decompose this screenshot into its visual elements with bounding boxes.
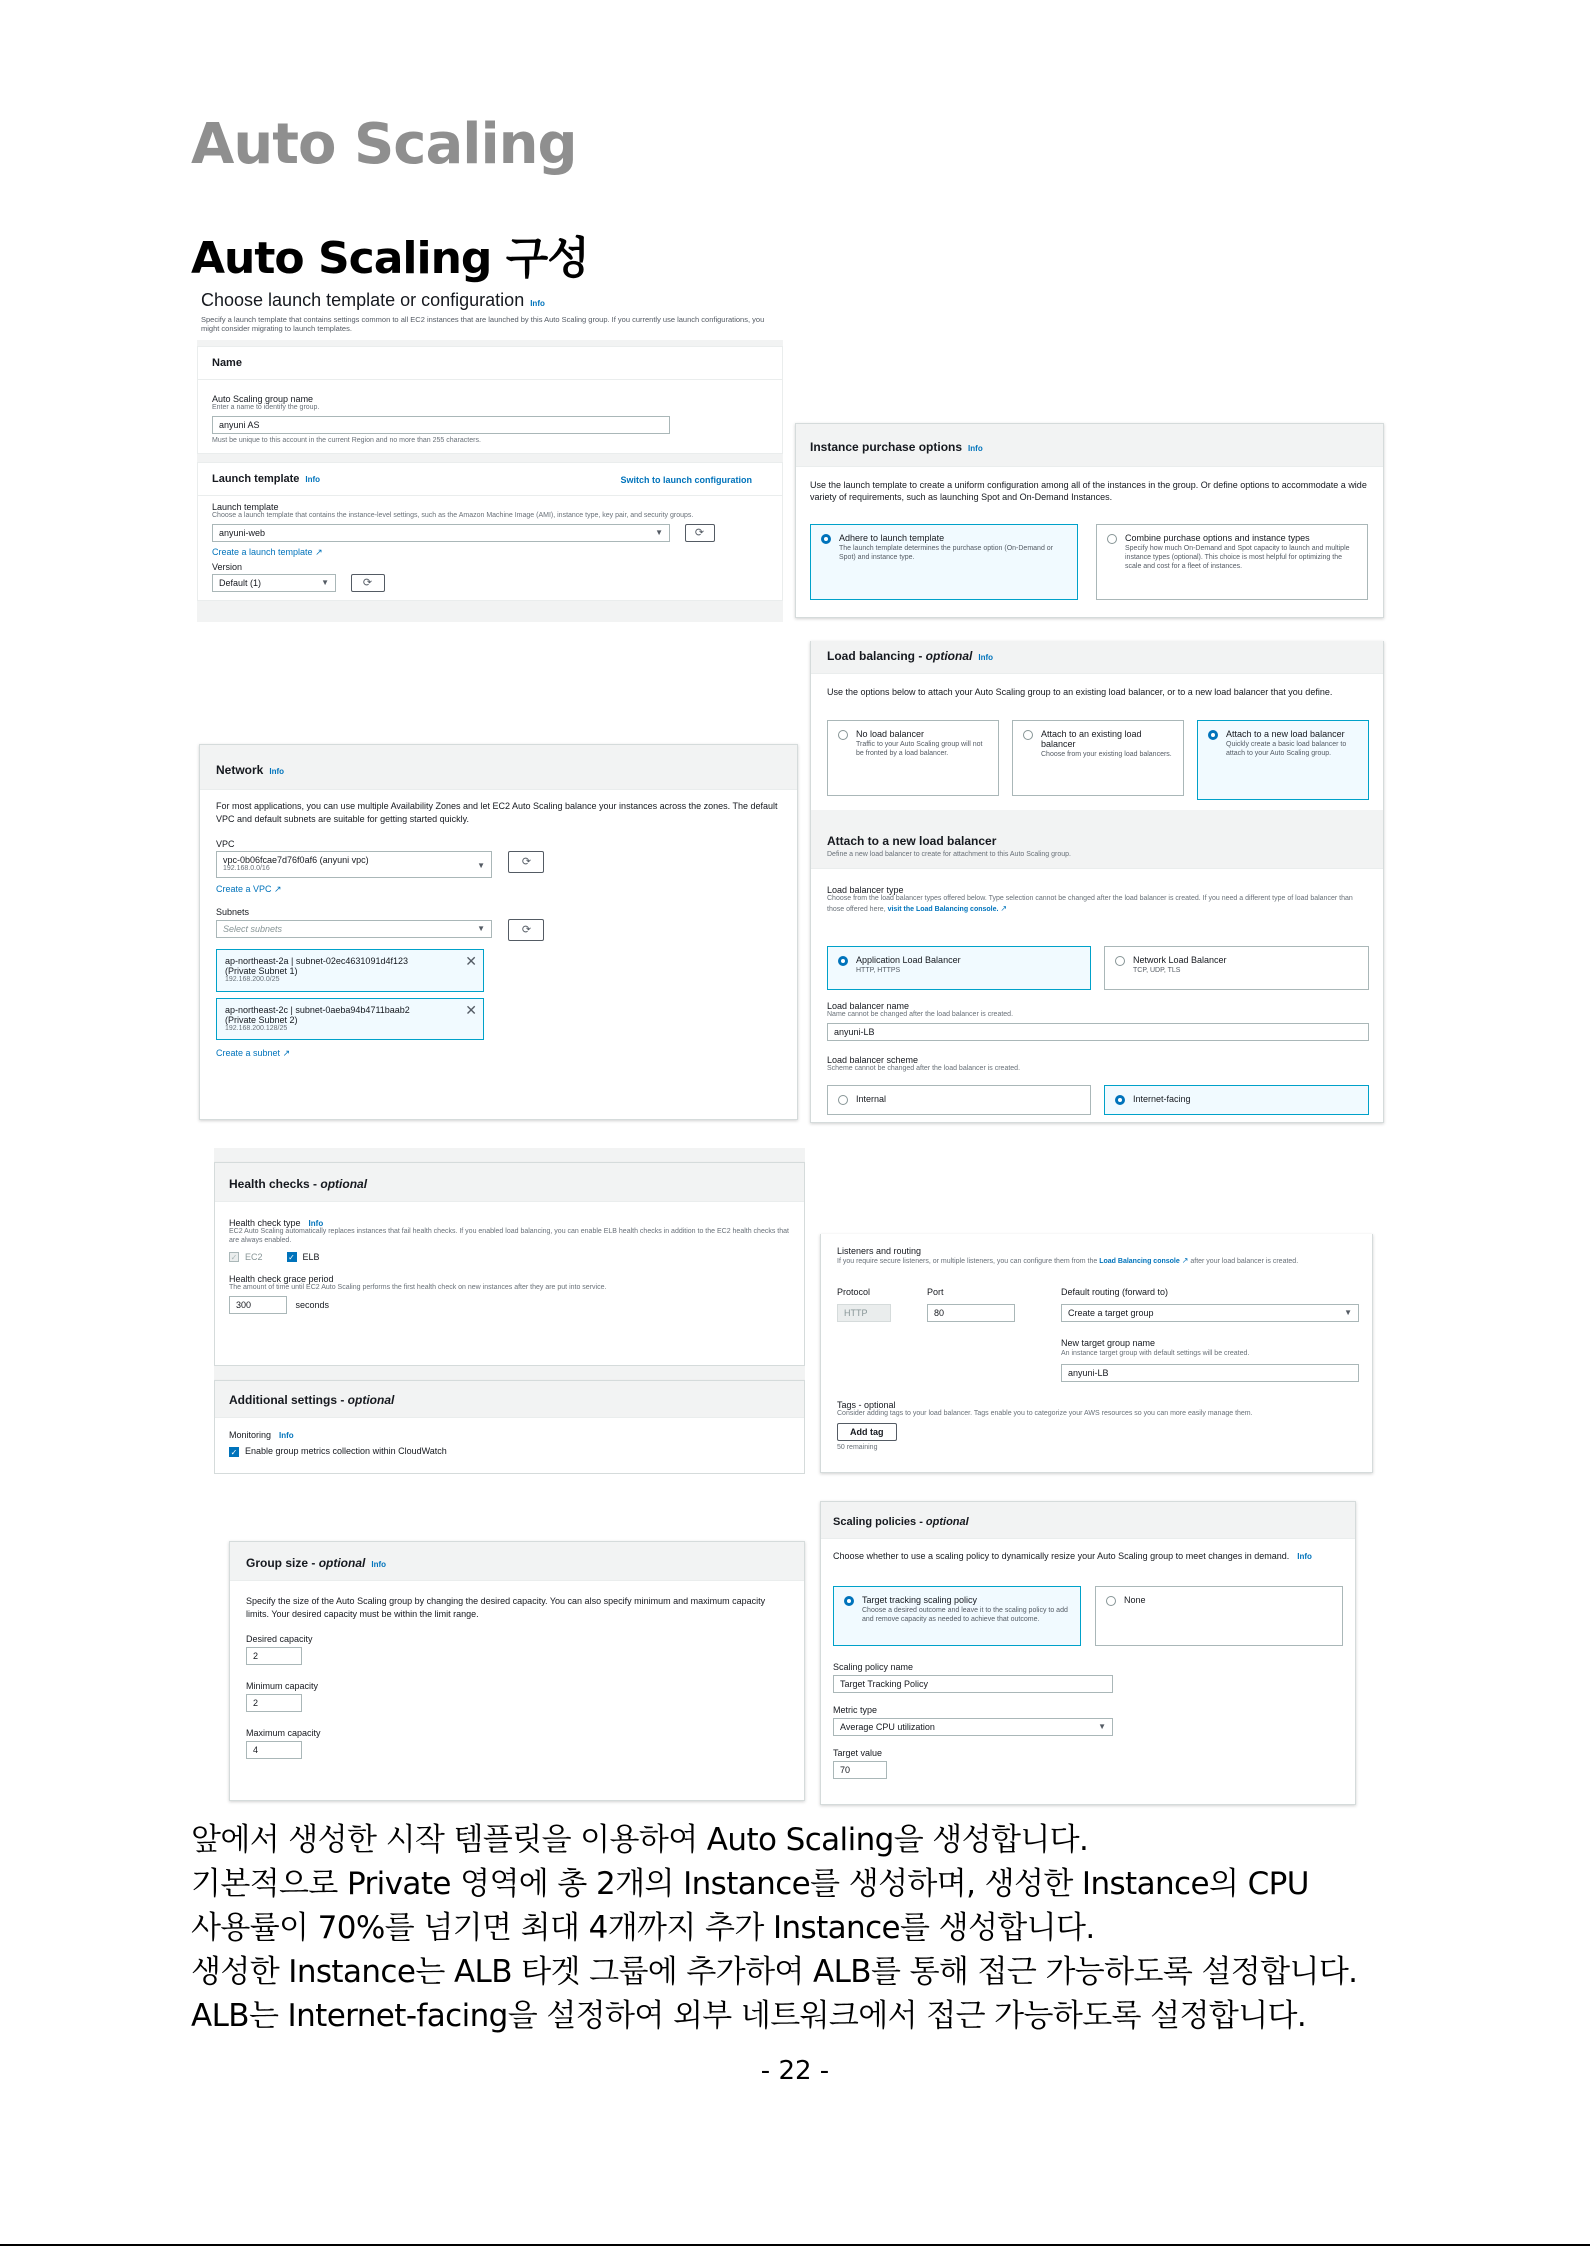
lb-console-link[interactable]: Load Balancing console (1099, 1258, 1180, 1265)
create-launch-template-link[interactable]: Create a launch template (212, 547, 313, 557)
network-panel (199, 744, 798, 1120)
paragraph-line: 앞에서 생성한 시작 템플릿을 이용하여 Auto Scaling을 생성합니다. (191, 1822, 1089, 1858)
external-link-icon: ↗ (282, 1048, 291, 1059)
option-title: Internet-facing (1133, 1094, 1191, 1104)
tags-label: Tags - optional (837, 1400, 896, 1410)
subnet-name: (Private Subnet 1) (225, 965, 298, 976)
routing-label: Default routing (forward to) (1061, 1287, 1169, 1297)
desired-label: Desired capacity (246, 1634, 313, 1645)
option-desc: TCP, UDP, TLS (1133, 967, 1181, 974)
group-title-optional: optional (318, 1556, 366, 1570)
version-label: Version (212, 562, 243, 572)
option-title: None (1124, 1595, 1146, 1605)
subnet-cidr: 192.168.200.128/25 (225, 1024, 288, 1032)
option-title: Application Load Balancer (856, 955, 961, 965)
combine-options-option[interactable] (1096, 524, 1368, 600)
additional-title-optional: optional (347, 1393, 395, 1407)
scaling-title-optional: optional (925, 1516, 969, 1528)
subnets-select[interactable]: Select subnets ▼ (216, 920, 492, 938)
radio-selected[interactable] (821, 534, 831, 544)
lb-console-link[interactable]: visit the Load Balancing console. (887, 905, 999, 913)
close-icon[interactable]: ✕ (465, 1001, 477, 1018)
subnet-id: ap-northeast-2c | subnet-0aeba94b4711baab2 (225, 1004, 410, 1015)
policy-name-input[interactable]: Target Tracking Policy (833, 1675, 1113, 1693)
vpc-select[interactable] (216, 851, 492, 878)
option-title: Target tracking scaling policy (862, 1595, 978, 1605)
vpc-cidr: 192.168.0.0/16 (223, 865, 270, 873)
radio-selected[interactable] (844, 1596, 854, 1606)
option-desc: Choose a desired outcome and leave it to the scaling policy to add and remove capacity as needed to achieve that outcome. (862, 1607, 1068, 1623)
metrics-checkbox[interactable]: ✓ (230, 1447, 238, 1457)
option-desc: HTTP, HTTPS (856, 967, 901, 974)
radio-unselected[interactable] (838, 730, 848, 740)
info-link[interactable]: Info (308, 1219, 324, 1228)
asg-name-input[interactable]: anyuni AS (212, 416, 670, 434)
group-size-panel (229, 1541, 805, 1801)
lb-title: Load balancing - (827, 649, 926, 663)
lb-name-input[interactable]: anyuni-LB (827, 1023, 1369, 1041)
new-lb-title: Attach to a new load balancer (827, 834, 997, 848)
option-title: Network Load Balancer (1133, 955, 1227, 965)
info-link[interactable]: Info (530, 299, 545, 308)
info-link[interactable]: Info (305, 475, 321, 485)
existing-lb-option[interactable] (1012, 720, 1184, 796)
grace-label: Health check grace period (229, 1274, 334, 1285)
launch-template-panel (197, 286, 783, 622)
health-title-optional: optional (320, 1177, 368, 1191)
subnet-token (216, 949, 484, 992)
purchase-options-panel (795, 423, 1384, 618)
radio-selected[interactable] (1115, 1095, 1125, 1105)
paragraph-line: 사용률이 70%를 넘기면 최대 4개까지 추가 Instance를 생성합니다. (191, 1910, 1095, 1946)
create-vpc-link[interactable]: Create a VPC (216, 883, 272, 894)
monitoring-label: Monitoring (229, 1430, 272, 1440)
info-link[interactable]: Info (371, 1560, 387, 1569)
radio-selected[interactable] (838, 956, 848, 966)
max-capacity-input[interactable]: 4 (246, 1741, 302, 1759)
paragraph-line: 생성한 Instance는 ALB 타겟 그룹에 추가하여 ALB를 통해 접근 가능하도록 설정합니다. (191, 1954, 1358, 1990)
min-label: Minimum capacity (246, 1681, 319, 1692)
nlb-option[interactable] (1104, 946, 1369, 990)
refresh-button[interactable]: ⟳ (508, 919, 544, 941)
chevron-down-icon: ▼ (477, 861, 485, 871)
metric-type-label: Metric type (833, 1705, 878, 1715)
network-title: Network (216, 763, 264, 777)
vpc-label: VPC (216, 839, 235, 850)
adhere-template-option[interactable] (810, 524, 1078, 600)
additional-title: Additional settings - (229, 1393, 348, 1407)
lb-type-hint: Choose from the load balancer types offered below. Type selection cannot be changed after the load balancer is created. If you need a different type of load balancer than those offered here, (827, 894, 1353, 913)
max-label: Maximum capacity (246, 1728, 321, 1739)
option-title: Combine purchase options and instance types (1125, 533, 1310, 543)
subnets-label: Subnets (216, 906, 250, 917)
info-link[interactable]: Info (978, 653, 994, 662)
routing-select[interactable]: Create a target group ▼ (1061, 1304, 1359, 1322)
radio-unselected[interactable] (1107, 534, 1117, 544)
tags-hint: Consider adding tags to your load balancer. Tags enable you to categorize your AWS resources so you can more easily manage them. (837, 1410, 1253, 1417)
info-link[interactable]: Info (279, 1431, 294, 1440)
refresh-button[interactable]: ⟳ (685, 524, 715, 542)
launch-desc: Specify a launch template that contains settings common to all EC2 instances that are launched by this Auto Scaling group. If you currently use launch configurations, you might consider migrating to launch templates. (201, 315, 765, 334)
lt-label: Launch template (212, 502, 279, 513)
external-link-icon: ↗ (274, 883, 282, 894)
option-title: Attach to an existing load balancer (1041, 729, 1142, 749)
lb-desc: Use the options below to attach your Auto Scaling group to an existing load balancer, or to a new load balancer that you define. (827, 687, 1333, 697)
section-heading: Auto Scaling 구성 (191, 233, 589, 284)
none-option[interactable] (1095, 1586, 1343, 1646)
grace-unit: seconds (295, 1299, 330, 1310)
scaling-desc: Choose whether to use a scaling policy to dynamically resize your Auto Scaling group to meet changes in demand. (833, 1551, 1290, 1561)
policy-name-label: Scaling policy name (833, 1662, 914, 1672)
lb-scheme-hint: Scheme cannot be changed after the load balancer is created. (827, 1064, 1021, 1072)
target-group-input[interactable]: anyuni-LB (1061, 1364, 1359, 1382)
internet-facing-option[interactable] (1104, 1085, 1369, 1115)
option-desc: Specify how much On-Demand and Spot capacity to launch and multiple instance types (optional). This choice is most helpful for optimizing the scale and cost for a fleet of instances. (1125, 545, 1350, 570)
refresh-button[interactable]: ⟳ (508, 851, 544, 873)
lb-title-optional: optional (925, 649, 973, 663)
lt-header: Launch template (212, 473, 300, 486)
purchase-title: Instance purchase options (810, 440, 963, 454)
elb-label: ELB (302, 1251, 320, 1262)
radio-unselected[interactable] (1023, 730, 1033, 740)
option-desc: The launch template determines the purchase option (On-Demand or Spot) and instance type. (839, 545, 1054, 561)
new-lb-desc: Define a new load balancer to create for attachment to this Auto Scaling group. (827, 851, 1071, 858)
lb-name-label: Load balancer name (827, 1001, 910, 1011)
description-paragraph (191, 1818, 1357, 2038)
min-capacity-input[interactable]: 2 (246, 1694, 302, 1712)
listeners-hint-tail: after your load balancer is created. (1188, 1258, 1299, 1265)
launch-template-select[interactable]: anyuni-web ▼ (212, 524, 670, 542)
scaling-policies-panel (820, 1501, 1356, 1805)
listeners-panel (820, 1234, 1373, 1473)
asg-name-hint: Enter a name to identify the group. (212, 403, 320, 411)
switch-launch-config-link[interactable]: Switch to launch configuration (620, 475, 752, 486)
subnet-token (216, 998, 484, 1041)
lb-scheme-label: Load balancer scheme (827, 1054, 919, 1065)
listeners-label: Listeners and routing (837, 1246, 922, 1256)
option-desc: Quickly create a basic load balancer to attach to your Auto Scaling group. (1226, 741, 1347, 757)
name-header: Name (198, 347, 782, 380)
vpc-value: vpc-0b06fcae7d76f0af6 (anyuni vpc) (223, 855, 369, 866)
page-title: Auto Scaling (191, 112, 577, 177)
subnet-id: ap-northeast-2a | subnet-02ec4631091d4f123 (225, 955, 408, 966)
page-number: - 22 - (760, 2056, 830, 2086)
lb-type-label: Load balancer type (827, 884, 904, 895)
radio-unselected[interactable] (1115, 956, 1125, 966)
paragraph-line: ALB는 Internet-facing을 설정하여 외부 네트워크에서 접근 가능하도록 설정합니다. (191, 1998, 1307, 2034)
subnet-cidr: 192.168.200.0/25 (225, 975, 280, 983)
internal-option[interactable] (827, 1085, 1091, 1115)
radio-unselected[interactable] (838, 1095, 848, 1105)
target-group-hint: An instance target group with default settings will be created. (1061, 1350, 1250, 1357)
group-desc: Specify the size of the Auto Scaling group by changing the desired capacity. You can also specify minimum and maximum capacity limits. Your desired capacity must be within the limit range. (246, 1596, 766, 1619)
lt-hint: Choose a launch template that contains the instance-level settings, such as the Amazon Machine Image (AMI), instance type, key pair, and security groups. (212, 512, 694, 520)
port-label: Port (927, 1287, 944, 1297)
asg-name-note: Must be unique to this account in the current Region and no more than 255 characters. (212, 436, 481, 444)
option-desc: Traffic to your Auto Scaling group will not be fronted by a load balancer. (856, 741, 983, 757)
purchase-desc: Use the launch template to create a uniform configuration among all of the instances in the group. Or define options to accommodate a wide variety of requirements, such as launching Spot and On-Demand Instances. (810, 480, 1367, 503)
info-link[interactable]: Info (269, 767, 285, 776)
paragraph-line: 기본적으로 Private 영역에 총 2개의 Instance를 생성하며, 생성한 Instance의 CPU (191, 1866, 1309, 1902)
external-link-icon: ↗ (1181, 1256, 1189, 1265)
new-lb-option[interactable] (1197, 720, 1369, 800)
external-link-icon: ↗ (1000, 903, 1008, 913)
version-select[interactable]: Default (1) ▼ (212, 574, 336, 592)
option-title: Attach to a new load balancer (1226, 729, 1345, 739)
launch-title: Choose launch template or configuration (201, 290, 525, 310)
option-desc: Choose from your existing load balancers. (1041, 751, 1172, 758)
no-lb-option[interactable] (827, 720, 999, 796)
target-value-label: Target value (833, 1748, 883, 1758)
alb-option[interactable] (827, 946, 1091, 990)
health-type-label: Health check type (229, 1218, 301, 1228)
listeners-hint: If you require secure listeners, or multiple listeners, you can configure them from the (837, 1258, 1100, 1265)
create-subnet-link[interactable]: Create a subnet (216, 1048, 281, 1059)
metrics-label: Enable group metrics collection within CloudWatch (245, 1446, 447, 1456)
target-tracking-option[interactable] (833, 1586, 1081, 1646)
desired-capacity-input[interactable]: 2 (246, 1647, 302, 1665)
info-link[interactable]: Info (1297, 1552, 1312, 1561)
scaling-title: Scaling policies - (833, 1516, 926, 1528)
option-title: Adhere to launch template (839, 533, 945, 543)
tags-remaining: 50 remaining (837, 1443, 878, 1451)
info-link[interactable]: Info (968, 444, 983, 453)
grace-hint: The amount of time until EC2 Auto Scaling performs the first health check on new instances after they are put into service. (229, 1284, 607, 1292)
close-icon[interactable]: ✕ (465, 952, 477, 969)
radio-selected[interactable] (1208, 730, 1218, 740)
refresh-button[interactable]: ⟳ (351, 574, 385, 592)
health-checks-panel (214, 1148, 805, 1474)
radio-unselected[interactable] (1106, 1596, 1116, 1606)
port-input[interactable]: 80 (927, 1304, 1015, 1322)
option-title: No load balancer (856, 729, 925, 739)
lb-name-hint: Name cannot be changed after the load balancer is created. (827, 1011, 1014, 1018)
health-type-hint: EC2 Auto Scaling automatically replaces instances that fail health checks. If you enabled load balancing, you can enable ELB health checks in addition to the EC2 health checks that are always enabled. (229, 1228, 789, 1244)
ec2-checkbox: ✓ (230, 1253, 238, 1263)
health-title: Health checks - (229, 1177, 321, 1191)
protocol-field: HTTP (837, 1304, 891, 1322)
external-link-icon: ↗ (315, 547, 323, 557)
target-value-input[interactable]: 70 (833, 1761, 887, 1779)
grace-period-input[interactable]: 300 (229, 1296, 287, 1314)
asg-name-label: Auto Scaling group name (212, 393, 314, 404)
protocol-label: Protocol (837, 1287, 871, 1297)
add-tag-button[interactable]: Add tag (837, 1423, 897, 1441)
group-title: Group size - (246, 1556, 319, 1570)
load-balancing-panel (810, 641, 1384, 1123)
elb-checkbox[interactable]: ✓ (288, 1253, 295, 1263)
network-desc: For most applications, you can use multiple Availability Zones and let EC2 Auto Scaling balance your instances across the zones. The default VPC and default subnets are suitable for getting started quickly. (216, 801, 778, 824)
option-title: Internal (856, 1094, 887, 1104)
target-group-label: New target group name (1061, 1338, 1156, 1348)
metric-type-select[interactable]: Average CPU utilization ▼ (833, 1718, 1113, 1736)
ec2-label: EC2 (245, 1251, 263, 1262)
subnet-name: (Private Subnet 2) (225, 1014, 298, 1025)
